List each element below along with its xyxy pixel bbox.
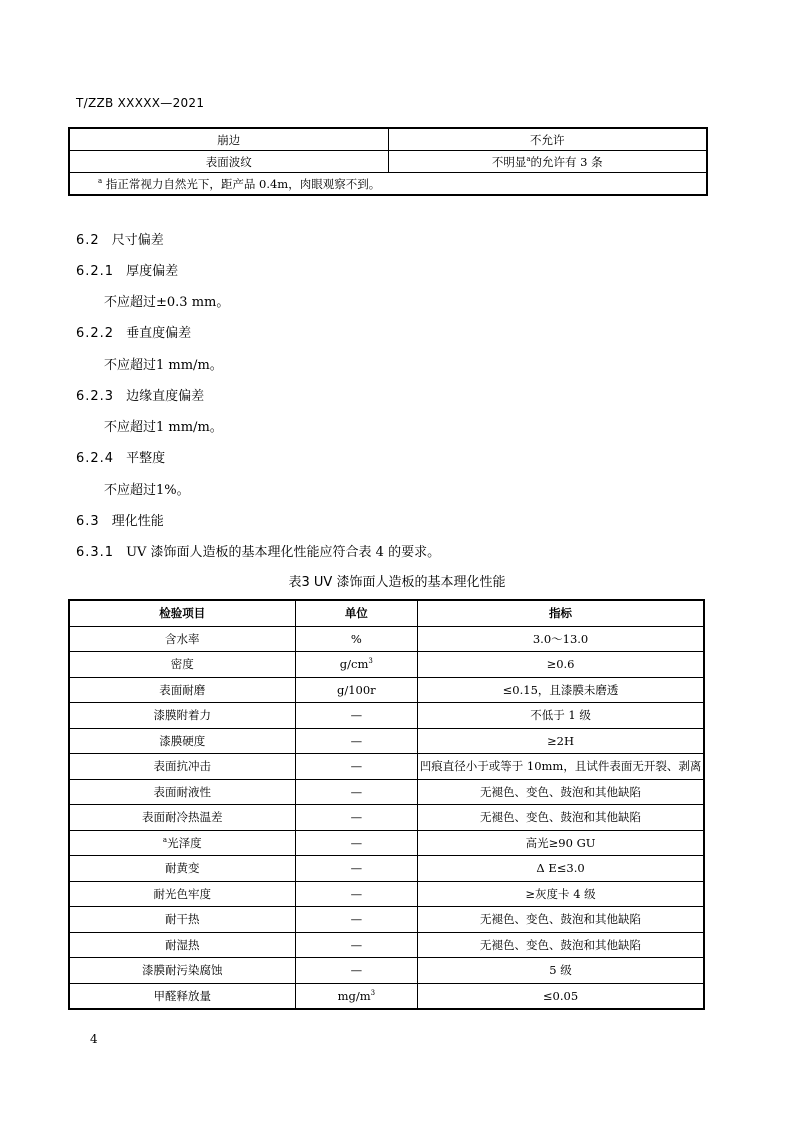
table-note: $^a$ 指正常视力自然光下，距产品 0.4m，肉眼观察不到。 — [69, 173, 707, 196]
section-6-2-4-heading: 6.2.4 平整度 — [76, 451, 166, 466]
defect-requirement: 不允许 — [388, 128, 707, 151]
table-row — [69, 652, 704, 678]
table-row — [69, 907, 704, 933]
property-item: $^a$光泽度 — [69, 830, 295, 856]
table-row — [69, 128, 707, 151]
property-unit: — — [295, 881, 418, 907]
table-note-row — [69, 173, 707, 196]
property-unit: % — [295, 626, 418, 652]
property-spec: ≤0.15，且漆膜未磨透 — [418, 677, 704, 703]
property-spec: 无褪色、变色、鼓泡和其他缺陷 — [418, 805, 704, 831]
property-spec: 无褪色、变色、鼓泡和其他缺陷 — [418, 779, 704, 805]
property-spec: 高光≥90 GU — [418, 830, 704, 856]
table-row — [69, 779, 704, 805]
table-row — [69, 805, 704, 831]
property-item: 甲醛释放量 — [69, 983, 295, 1009]
header-unit: 单位 — [295, 600, 418, 626]
table-row — [69, 728, 704, 754]
property-spec: ≥2H — [418, 728, 704, 754]
property-unit: — — [295, 830, 418, 856]
property-unit: — — [295, 856, 418, 882]
property-item: 表面耐冷热温差 — [69, 805, 295, 831]
table-row — [69, 151, 707, 173]
property-item: 耐湿热 — [69, 932, 295, 958]
section-6-2-3-text: 不应超过1 mm/m。 — [104, 420, 223, 435]
document-id: T/ZZB XXXXX—2021 — [76, 96, 205, 110]
property-item: 漆膜硬度 — [69, 728, 295, 754]
defect-item: 表面波纹 — [69, 151, 388, 173]
property-spec: 凹痕直径小于或等于 10mm，且试件表面无开裂、剥离 — [418, 754, 704, 780]
section-6-2-4-text: 不应超过1%。 — [104, 483, 190, 498]
section-6-2-1-heading: 6.2.1 厚度偏差 — [76, 264, 179, 279]
property-unit: $mg/m^3$ — [295, 983, 418, 1009]
property-unit: g/100r — [295, 677, 418, 703]
property-spec: 5 级 — [418, 958, 704, 984]
property-item: 漆膜耐污染腐蚀 — [69, 958, 295, 984]
table-header-row — [69, 600, 704, 626]
property-spec: 无褪色、变色、鼓泡和其他缺陷 — [418, 907, 704, 933]
section-6-3-1-text: 6.3.1 UV 漆饰面人造板的基本理化性能应符合表 4 的要求。 — [76, 545, 441, 560]
property-unit: $g/cm^3$ — [295, 652, 418, 678]
table-row — [69, 703, 704, 729]
header-item: 检验项目 — [69, 600, 295, 626]
property-unit: — — [295, 805, 418, 831]
property-item: 表面耐液性 — [69, 779, 295, 805]
section-6-3-heading: 6.3 理化性能 — [76, 514, 164, 529]
property-spec: 3.0～13.0 — [418, 626, 704, 652]
property-unit: — — [295, 754, 418, 780]
property-item: 表面抗冲击 — [69, 754, 295, 780]
table-row — [69, 856, 704, 882]
section-6-2-3-heading: 6.2.3 边缘直度偏差 — [76, 389, 205, 404]
property-unit: — — [295, 779, 418, 805]
section-6-2-2-text: 不应超过1 mm/m。 — [104, 358, 223, 373]
property-item: 密度 — [69, 652, 295, 678]
property-unit: — — [295, 703, 418, 729]
table-row — [69, 881, 704, 907]
property-spec: 不低于 1 级 — [418, 703, 704, 729]
table-3-caption: 表3 UV 漆饰面人造板的基本理化性能 — [288, 575, 506, 590]
property-item: 耐干热 — [69, 907, 295, 933]
property-spec: Δ E≤3.0 — [418, 856, 704, 882]
page-number: 4 — [90, 1032, 98, 1046]
property-spec: ≥0.6 — [418, 652, 704, 678]
defect-item: 崩边 — [69, 128, 388, 151]
property-item: 耐光色牢度 — [69, 881, 295, 907]
property-spec: 无褪色、变色、鼓泡和其他缺陷 — [418, 932, 704, 958]
table-row — [69, 983, 704, 1009]
table-row — [69, 677, 704, 703]
table-row — [69, 830, 704, 856]
property-item: 漆膜附着力 — [69, 703, 295, 729]
section-6-2-2-heading: 6.2.2 垂直度偏差 — [76, 326, 192, 341]
property-spec: ≥灰度卡 4 级 — [418, 881, 704, 907]
defects-table-continued — [68, 127, 708, 196]
property-item: 含水率 — [69, 626, 295, 652]
property-item: 表面耐磨 — [69, 677, 295, 703]
table-row — [69, 932, 704, 958]
table-row — [69, 958, 704, 984]
property-unit: — — [295, 958, 418, 984]
header-spec: 指标 — [418, 600, 704, 626]
table-row — [69, 754, 704, 780]
property-unit: — — [295, 932, 418, 958]
physical-chemical-properties-table — [68, 599, 705, 1010]
property-spec: ≤0.05 — [418, 983, 704, 1009]
section-6-2-heading: 6.2 尺寸偏差 — [76, 233, 164, 248]
section-6-2-1-text: 不应超过±0.3 mm。 — [104, 295, 230, 310]
property-item: 耐黄变 — [69, 856, 295, 882]
property-unit: — — [295, 907, 418, 933]
property-unit: — — [295, 728, 418, 754]
table-row — [69, 626, 704, 652]
defect-requirement: 不明显$^a$的允许有 3 条 — [388, 151, 707, 173]
